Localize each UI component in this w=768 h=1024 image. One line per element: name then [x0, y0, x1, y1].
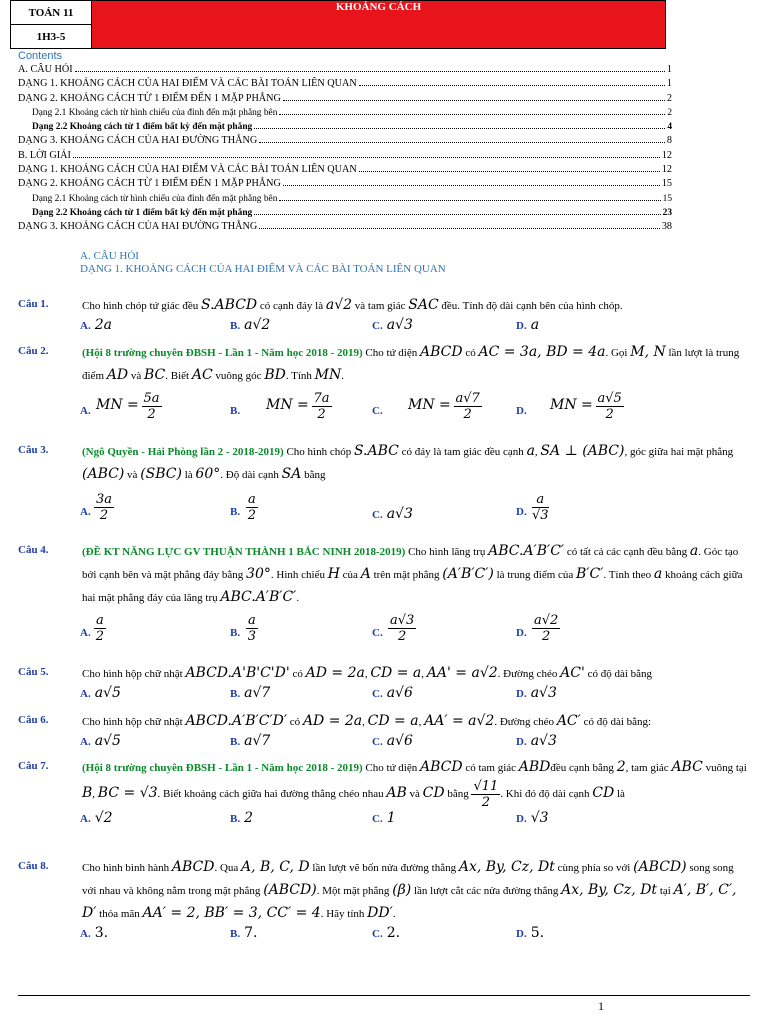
option-d-value: MN = $\frac{a√5}{2}$ [550, 391, 622, 422]
option-a[interactable]: A. 3. [80, 925, 109, 941]
question-label: Câu 4. [18, 544, 49, 556]
option-a[interactable]: A. √2 [80, 810, 113, 826]
question-label: Câu 8. [18, 860, 49, 872]
question-label: Câu 2. [18, 345, 49, 357]
option-c[interactable]: C. a√3 [372, 506, 413, 522]
question-5 [18, 662, 750, 707]
question-text: (Ngô Quyền - Hải Phòng lần 2 - 2018-2019) Cho hình chóp S.ABC có đáy là tam giác đều cạnh a, SA ⊥ (ABC), góc giữa hai mặt phẳng (ABC) và (SBC) là 60°. Độ dài cạnh SA bằng [82, 443, 734, 482]
toc-title: Contents [18, 50, 63, 62]
toc-entry-page: 15 [662, 193, 672, 204]
option-d[interactable]: D. [516, 506, 527, 518]
page-number: 1 [598, 999, 604, 1013]
question-text: Cho hình hộp chữ nhật ABCD.A′B′C′D′ có AD = 2a, CD = a, AA′ = a√2. Đường chéo AC′ có độ dài bằng: [82, 713, 652, 729]
option-a[interactable]: A. [80, 405, 91, 417]
toc-entry-page: 12 [661, 164, 672, 176]
question-text: Cho hình chóp tứ giác đều S.ABCD có cạnh đáy là a√2 và tam giác SAC đều. Tính độ dài cạnh bên của hình chóp. [82, 297, 623, 313]
option-a[interactable]: A. [80, 506, 91, 518]
header-title: KHOẢNG CÁCH [92, 1, 666, 49]
toc-entry-text: Dạng 2.2 Khoảng cách từ 1 điểm bất kỳ đến mặt phẳng [32, 122, 253, 133]
option-b-value: MN = $\frac{7a}{2}$ [266, 391, 330, 422]
toc-entry-text: DẠNG 3. KHOẢNG CÁCH CỦA HAI ĐƯỜNG THẲNG [18, 221, 258, 233]
header-table [10, 0, 666, 49]
toc-entry[interactable] [18, 77, 672, 91]
option-a[interactable]: A. [80, 627, 91, 639]
toc-entry-text: DẠNG 3. KHOẢNG CÁCH CỦA HAI ĐƯỜNG THẲNG [18, 135, 258, 147]
section-type-heading: DẠNG 1. KHOẢNG CÁCH CỦA HAI ĐIỂM VÀ CÁC BÀI TOÁN LIÊN QUAN [80, 263, 446, 275]
option-c[interactable]: C. 2. [372, 925, 401, 941]
footer-rule [18, 995, 750, 996]
toc-entry-page: 15 [661, 178, 672, 190]
question-text: (Hội 8 trường chuyên ĐBSH - Lần 1 - Năm học 2018 - 2019) Cho tứ diện ABCD có tam giác ABDđều cạnh bằng 2, tam giác ABC vuông tại B, BC = √3. Biết khoảng cách giữa hai đường thẳng chéo nhau AB và CD bằng $\frac{√11}{2}$ . Khi đó độ dài cạnh CD là [82, 759, 747, 810]
option-b[interactable]: B. [230, 405, 241, 417]
toc-entry[interactable] [18, 177, 672, 191]
option-b-value: $\frac{a}{2}$ [247, 492, 257, 523]
answer-options [80, 613, 750, 653]
option-c-value: MN = $\frac{a√7}{2}$ [408, 391, 480, 422]
option-a[interactable]: A. a√5 [80, 733, 121, 749]
option-d[interactable]: D. [516, 627, 527, 639]
question-text: Cho hình bình hành ABCD. Qua A, B, C, D lần lượt vẽ bốn nửa đường thẳng Ax, By, Cz, Dt cùng phía so với (ABCD) song song với nhau và không nằm trong mặt phẳng (ABCD). Một mặt phẳng (β) lần lượt cắt các nửa đường thẳng Ax, By, Cz, Dt tại A′, B′, C′, D′ thỏa mãn AA′ = 2, BB′ = 3, CC′ = 4. Hãy tính DD′. [82, 859, 737, 921]
question-label: Câu 1. [18, 298, 49, 310]
toc-entry-text: DẠNG 1. KHOẢNG CÁCH CỦA HAI ĐIỂM VÀ CÁC BÀI TOÁN LIÊN QUAN [18, 78, 357, 90]
toc-entry-page: 38 [661, 221, 672, 233]
section-part-heading: A. CÂU HỎI [80, 250, 139, 262]
option-d-value: $\frac{a√2}{2}$ [534, 613, 559, 644]
option-d-value: $\frac{a}{√3}$ [532, 492, 549, 523]
question-8 [18, 856, 750, 947]
toc-entry[interactable] [18, 220, 672, 234]
option-d[interactable]: D. √3 [516, 810, 549, 826]
option-a-value: $\frac{a}{2}$ [95, 613, 105, 644]
answer-options [80, 492, 750, 532]
toc-entry-page: 1 [666, 64, 672, 75]
option-b[interactable]: B. 7. [230, 925, 258, 941]
toc-entry-text: DẠNG 2. KHOẢNG CÁCH TỪ 1 ĐIỂM ĐẾN 1 MẶP PHẲNG [18, 178, 281, 190]
toc-entry-page: 8 [666, 135, 672, 147]
option-a-value: $\frac{3a}{2}$ [96, 492, 113, 523]
toc-entry-page: 12 [661, 149, 672, 161]
toc-entry[interactable] [18, 106, 672, 120]
toc-entry[interactable] [18, 192, 672, 206]
question-4 [18, 540, 750, 653]
question-6 [18, 710, 750, 755]
option-c[interactable]: C. a√3 [372, 317, 413, 333]
answer-options [80, 733, 750, 755]
question-text: (Hội 8 trường chuyên ĐBSH - Lần 1 - Năm học 2018 - 2019) Cho tứ diện ABCD có AC = 3a, BD = 4a. Gọi M, N lần lượt là trung điểm AD và BC. Biết AC vuông góc BD. Tính MN. [82, 344, 740, 383]
toc-entry-page: 2 [666, 92, 672, 104]
option-b[interactable]: B. a√7 [230, 733, 271, 749]
option-d[interactable]: D. 5. [516, 925, 545, 941]
toc-entry-text: Dạng 2.2 Khoảng cách từ 1 điểm bất kỳ đến mặt phẳng [32, 207, 253, 218]
option-a-value: MN = $\frac{5a}{2}$ [96, 391, 160, 422]
question-text: (ĐỀ KT NĂNG LỰC GV THUẬN THÀNH 1 BẮC NINH 2018-2019) Cho hình lăng trụ ABC.A′B′C′ có tất cả các cạnh đều bằng a. Góc tạo bởi cạnh bên và mặt phẳng đáy bằng 30°. Hình chiếu H của A trên mặt phẳng (A′B′C′) là trung điểm của B′C′. Tính theo a khoảng cách giữa hai mặt phẳng đáy của lăng trụ ABC.A′B′C′. [82, 543, 743, 605]
toc-entry-page: 23 [662, 207, 672, 218]
option-b[interactable]: B. [230, 627, 241, 639]
option-a[interactable]: A. 2a [80, 317, 112, 333]
option-c[interactable]: C. a√6 [372, 685, 413, 701]
answer-options [80, 925, 750, 947]
question-7 [18, 756, 750, 832]
answer-options [80, 391, 750, 431]
question-label: Câu 3. [18, 444, 49, 456]
question-label: Câu 7. [18, 760, 49, 772]
option-b[interactable]: B. 2 [230, 810, 254, 826]
option-b-value: $\frac{a}{3}$ [247, 613, 257, 644]
option-c[interactable]: C. a√6 [372, 733, 413, 749]
option-b[interactable]: B. a√2 [230, 317, 271, 333]
toc-entry-text: Dạng 2.1 Khoảng cách từ hình chiếu của đỉnh đến mặt phẳng bên [32, 193, 278, 204]
toc-entry-page: 4 [667, 122, 672, 133]
toc-entry-page: 2 [667, 107, 672, 118]
option-a[interactable]: A. a√5 [80, 685, 121, 701]
question-text: Cho hình hộp chữ nhật ABCD.A'B'C'D' có AD = 2a, CD = a, AA' = a√2. Đường chéo AC' có độ dài bằng [82, 665, 653, 681]
toc-entry-text: DẠNG 1. KHOẢNG CÁCH CỦA HAI ĐIỂM VÀ CÁC BÀI TOÁN LIÊN QUAN [18, 164, 357, 176]
answer-options [80, 685, 750, 707]
option-c[interactable]: C. [372, 627, 383, 639]
question-3 [18, 440, 750, 532]
code-cell: 1H3-5 [11, 25, 92, 49]
toc-entry-text: DẠNG 2. KHOẢNG CÁCH TỪ 1 ĐIỂM ĐẾN 1 MẶP PHẲNG [18, 92, 281, 104]
option-c[interactable]: C. 1 [372, 810, 396, 826]
toc-entry-text: B. LỜI GIẢI [18, 149, 71, 161]
option-d[interactable]: D. a [516, 317, 540, 333]
toc-entry[interactable] [18, 120, 672, 134]
option-b[interactable]: B. a√7 [230, 685, 271, 701]
answer-options [80, 810, 750, 832]
table-of-contents [18, 50, 672, 235]
subject-cell: TOÁN 11 [11, 1, 92, 25]
question-2 [18, 341, 750, 431]
option-d[interactable]: D. a√3 [516, 685, 557, 701]
toc-entry[interactable] [18, 163, 672, 177]
question-label: Câu 5. [18, 666, 49, 678]
option-d[interactable]: D. [516, 405, 527, 417]
option-c-value: $\frac{a√3}{2}$ [390, 613, 415, 644]
option-b[interactable]: B. [230, 506, 241, 518]
option-d[interactable]: D. a√3 [516, 733, 557, 749]
toc-entry-text: A. CÂU HỎI [18, 64, 73, 75]
answer-options [80, 317, 750, 339]
toc-entry-text: Dạng 2.1 Khoảng cách từ hình chiếu của đỉnh đến mặt phẳng bên [32, 107, 278, 118]
toc-entry[interactable] [18, 134, 672, 148]
toc-entry[interactable] [18, 63, 672, 77]
question-1 [18, 294, 750, 339]
option-c[interactable]: C. [372, 405, 383, 417]
toc-entry[interactable] [18, 149, 672, 163]
toc-entry[interactable] [18, 92, 672, 106]
toc-entry-page: 1 [666, 78, 672, 90]
question-label: Câu 6. [18, 714, 49, 726]
toc-entry[interactable] [18, 206, 672, 220]
